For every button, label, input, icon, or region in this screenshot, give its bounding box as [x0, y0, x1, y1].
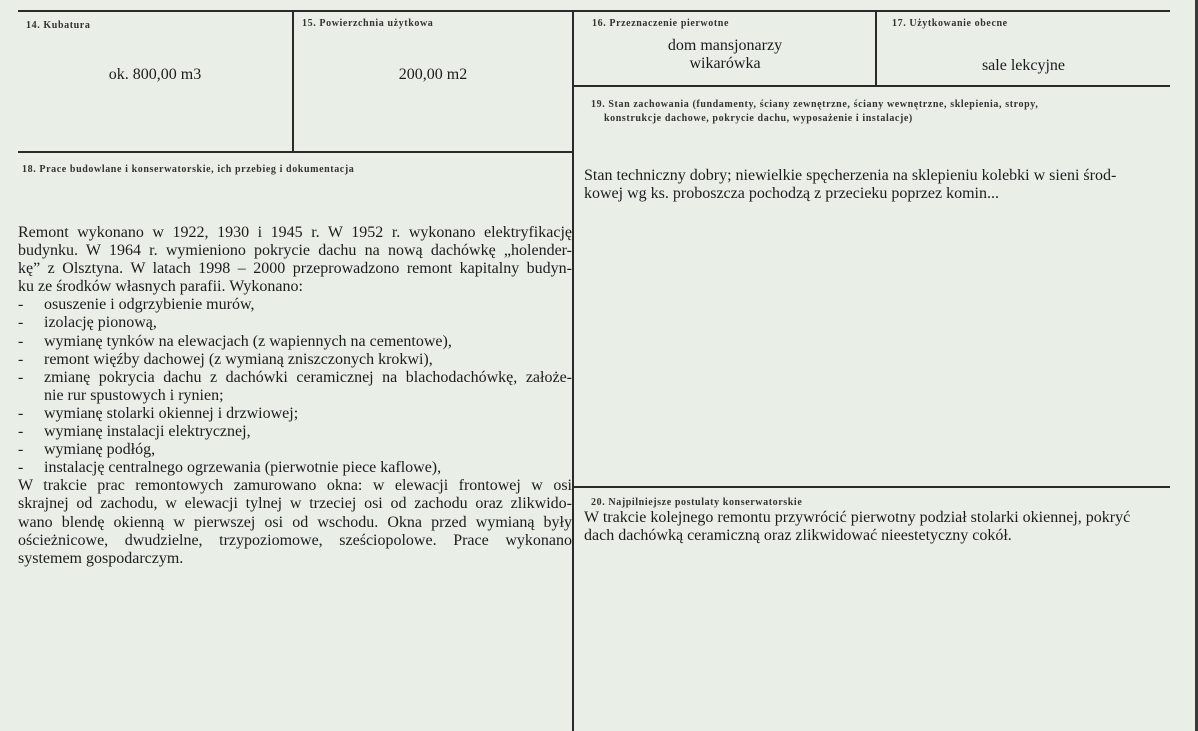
field-16-label: 16. Przeznaczenie pierwotne: [592, 18, 729, 29]
list-item: [18, 351, 572, 369]
field-18-text: [18, 224, 572, 568]
field-15-label: 15. Powierzchnia użytkowa: [302, 18, 434, 29]
list-item: [18, 387, 572, 405]
list-item-text: wymianę podłóg,: [44, 441, 156, 459]
list-item: [18, 314, 572, 332]
paragraph-line: Remont wykonano w 1922, 1930 i 1945 r. W 1952 r. wykonano elektryfikację: [18, 224, 572, 241]
field-18-label: 18. Prace budowlane i konserwatorskie, ich przebieg i dokumentacja: [22, 164, 355, 175]
top-rule: [18, 10, 1170, 12]
divider-center: [572, 10, 574, 731]
field-15-value: 200,00 m2: [398, 66, 468, 83]
list-dash: [18, 387, 44, 405]
list-dash: -: [18, 296, 24, 314]
list-item-text: wymianę stolarki okiennej i drzwiowej;: [44, 404, 299, 422]
field-19-label-line: 19. Stan zachowania (fundamenty, ściany zewnętrzne, ściany wewnętrzne, sklepienia, stropy,: [591, 99, 1039, 110]
paragraph-line: skrajnej od zachodu, w elewacji tylnej w trzeciej osi od zachodu oraz zlikwido-: [18, 495, 572, 513]
paragraph-line: wano blendę okienną w pierwszej osi od wschodu. Okna przed wymianą były: [18, 513, 572, 531]
list-dash: -: [18, 350, 24, 368]
list-dash: -: [18, 404, 24, 422]
list-item-text: wymianę tynków na elewacjach (z wapiennych na cementowe),: [44, 332, 452, 350]
paragraph-line: ku ze środków własnych parafii. Wykonano:: [18, 278, 303, 296]
list-item-text: zmianę pokrycia dachu z dachówki ceramicznej na blachodachówkę, założe-: [44, 368, 572, 386]
list-dash: -: [18, 459, 24, 477]
list-item: [18, 459, 572, 477]
field-19-text-line: kowej wg ks. proboszcza pochodzą z przecieku poprzez komin...: [584, 185, 999, 203]
paragraph-line: W trakcie prac remontowych zamurowano okna: w elewacji frontowej w osi: [18, 477, 572, 495]
rule-right-bottom: [573, 486, 1170, 488]
list-dash: -: [18, 368, 24, 386]
field-17-value: sale lekcyjne: [981, 57, 1066, 74]
field-20-text: [584, 509, 1174, 545]
list-dash: -: [18, 441, 24, 459]
list-item: [18, 405, 572, 423]
list-item: [18, 423, 572, 441]
list-dash: -: [18, 423, 24, 441]
list-item-text: osuszenie i odgrzybienie murów,: [44, 296, 255, 314]
list-item: [18, 369, 572, 387]
field-16-value: [574, 37, 876, 73]
field-19-text-line: Stan techniczny dobry; niewielkie spęcherzenia na sklepieniu kolebki w sieni środ-: [584, 167, 1117, 184]
list-item-text: wymianę instalacji elektrycznej,: [44, 423, 251, 441]
rule-right-top: [573, 85, 1170, 87]
list-dash: -: [18, 314, 24, 332]
field-20-label: 20. Najpilniejsze postulaty konserwatorskie: [591, 497, 803, 508]
field-19-label-line: konstrukcje dachowe, pokrycie dachu, wyposażenie i instalacje): [604, 113, 913, 124]
list-item: [18, 333, 572, 351]
paragraph-line: systemem gospodarczym.: [18, 549, 184, 567]
field-16-value-line: wikarówka: [689, 55, 761, 72]
field-14-label: 14. Kubatura: [26, 20, 91, 31]
list-dash: -: [18, 332, 24, 350]
field-19-text: [584, 167, 1174, 203]
field-16-value-line: dom mansjonarzy: [667, 37, 783, 54]
list-item: [18, 296, 572, 314]
paragraph-line: ościeżnicowe, dwudzielne, trzypoziomowe, sześciopolowe. Prace wykonano: [18, 531, 572, 549]
field-20-text-line: dach dachówką ceramiczną oraz zlikwidować nieestetyczny cokół.: [584, 527, 1012, 545]
field-14-value: ok. 800,00 m3: [108, 66, 202, 83]
list-item-text: remont więźby dachowej (z wymianą zniszczonych krokwi),: [44, 350, 433, 368]
list-item-text: nie rur spustowych i rynien;: [44, 386, 224, 404]
field-19-label: [591, 98, 1038, 126]
list-item: [18, 441, 572, 459]
rule-left-mid: [18, 151, 574, 153]
field-17-label: 17. Użytkowanie obecne: [892, 18, 1008, 29]
paragraph-line: kę” z Olsztyna. W latach 1998 – 2000 przeprowadzono remont kapitalny budyn-: [18, 260, 572, 278]
field-20-text-line: W trakcie kolejnego remontu przywrócić pierwotny podział stolarki okiennej, pokryć: [584, 509, 1131, 526]
list-item-text: instalację centralnego ogrzewania (pierwotnie piece kaflowe),: [44, 459, 442, 477]
paragraph-line: budynku. W 1964 r. wymieniono pokrycie dachu na nową dachówkę „holender-: [18, 242, 572, 260]
list-item-text: izolację pionową,: [44, 314, 157, 332]
